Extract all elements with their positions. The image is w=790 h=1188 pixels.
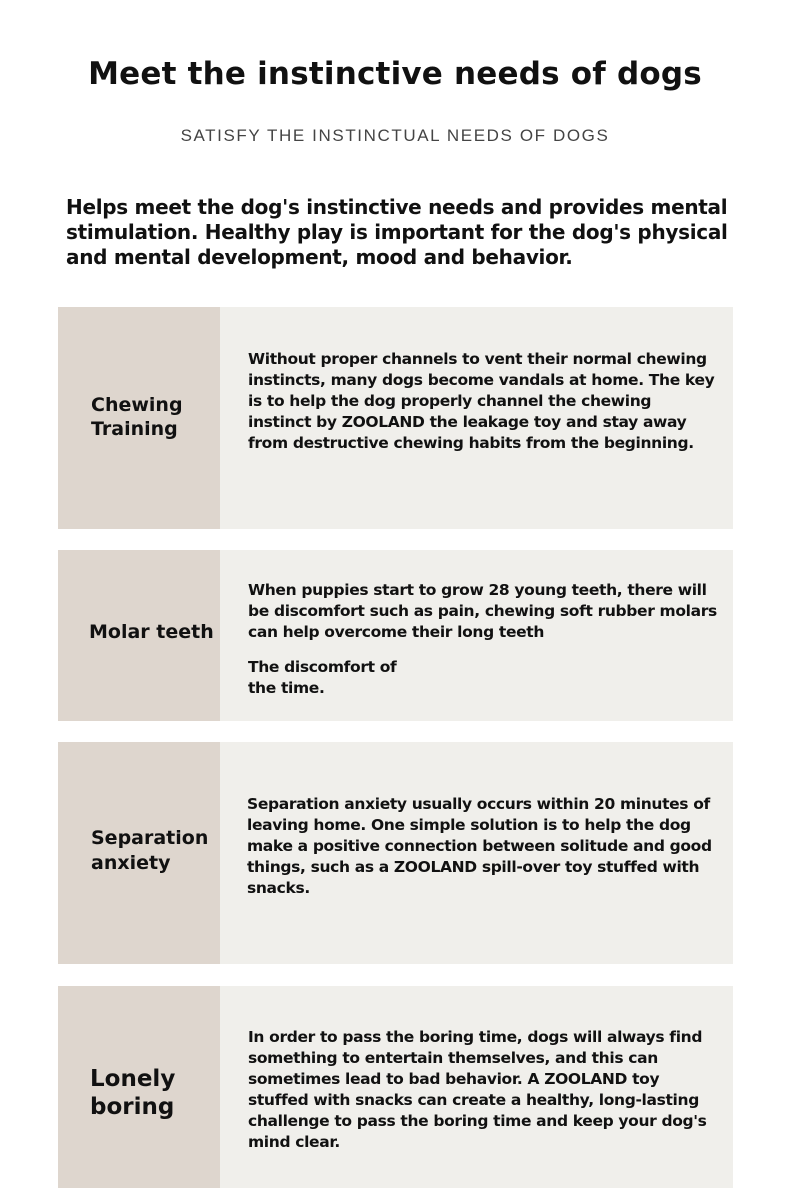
need-description-text: When puppies start to grow 28 young teeth, there will be discomfort such as pain, chewing soft rubber molars can help overcome their long teeth (248, 581, 717, 641)
page-subtitle: SATISFY THE INSTINCTUAL NEEDS OF DOGS (180, 126, 610, 145)
need-description-text: In order to pass the boring time, dogs will always find something to entertain themselves, and this can sometimes lead to bad behavior. A ZOOLAND toy stuffed with snacks can create a healthy, long-lasting challenge to pass the boring time and keep your dog's mind clear. (248, 1028, 707, 1151)
need-label-cell (58, 742, 220, 964)
need-description (248, 1027, 718, 1153)
need-card-separation (58, 742, 733, 964)
need-card-chewing (58, 307, 733, 529)
need-label-cell (58, 986, 220, 1188)
need-description (247, 794, 717, 899)
intro-paragraph: Helps meet the dog's instinctive needs and provides mental stimulation. Healthy play is important for the dog's physical and mental development, mood and behavior. (66, 195, 728, 269)
need-description (248, 349, 718, 454)
need-label: Separation anxiety (91, 827, 209, 874)
need-card-lonely (58, 986, 733, 1188)
need-description-text: The discomfort of the time. (248, 658, 397, 697)
need-label: Chewing Training (91, 394, 183, 440)
need-label-cell (58, 307, 220, 529)
need-label: Molar teeth (89, 621, 214, 643)
need-card-molar (58, 550, 733, 721)
need-description-text: Without proper channels to vent their normal chewing instincts, many dogs become vandals at home. The key is to help the dog properly channel the chewing instinct by ZOOLAND the leakage toy and stay away from destructive chewing habits from the beginning. (248, 350, 715, 452)
need-description-text: Separation anxiety usually occurs within 20 minutes of leaving home. One simple solution is to help the dog make a positive connection between solitude and good things, such as a ZOOLAND spill-over toy stuffed with snacks. (247, 795, 712, 897)
page-title: Meet the instinctive needs of dogs (88, 56, 702, 92)
need-label: Lonely boring (90, 1066, 176, 1120)
need-description (248, 580, 718, 699)
need-label-cell (58, 550, 220, 721)
